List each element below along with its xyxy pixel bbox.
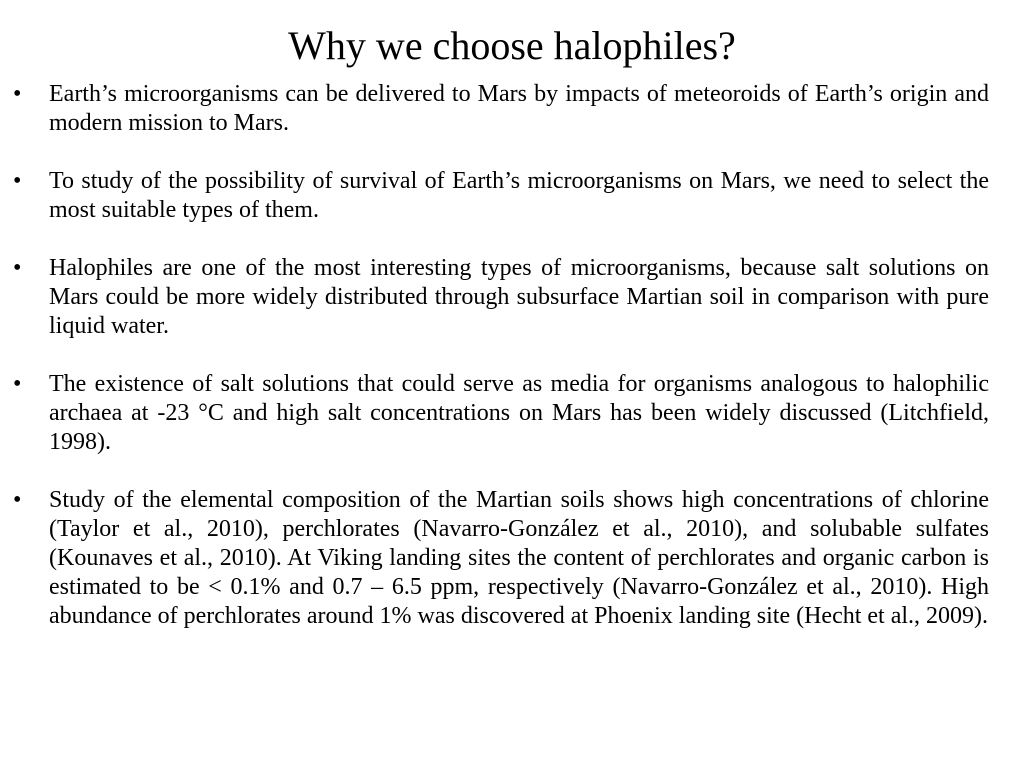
bullet-marker: • xyxy=(13,255,22,281)
bullet-text: Earth’s microorganisms can be delivered to Mars by impacts of meteoroids of Earth’s origin and modern mission to Mars. xyxy=(49,81,989,136)
bullet-marker: • xyxy=(13,81,22,107)
bullet-marker: • xyxy=(13,168,22,194)
bullet-item xyxy=(13,486,989,631)
bullet-text: To study of the possibility of survival of Earth’s microorganisms on Mars, we need to select the most suitable types of them. xyxy=(49,168,989,223)
bullet-text: The existence of salt solutions that could serve as media for organisms analogous to halophilic archaea at -23 °C and high salt concentrations on Mars has been widely discussed (Litchfield, 1998). xyxy=(49,371,989,455)
bullet-item xyxy=(13,370,989,457)
bullet-item xyxy=(13,254,989,341)
bullet-marker: • xyxy=(13,487,22,513)
bullet-text: Halophiles are one of the most interesting types of microorganisms, because salt solutions on Mars could be more widely distributed through subsurface Martian soil in comparison with pure liquid water. xyxy=(49,255,989,339)
bullet-item xyxy=(13,80,989,138)
bullet-text: Study of the elemental composition of the Martian soils shows high concentrations of chlorine (Taylor et al., 2010), perchlorates (Navarro-González et al., 2010), and solubable sulfates (Kounaves et al., 2010). At Viking landing sites the content of perchlorates and organic carbon is estimated to be < 0.1% and 0.7 – 6.5 ppm, respectively (Navarro-González et al., 2010). High abundance of perchlorates around 1% was discovered at Phoenix landing site (Hecht et al., 2009). xyxy=(49,487,989,629)
slide-title: Why we choose halophiles? xyxy=(288,23,736,68)
bullet-marker: • xyxy=(13,371,22,397)
bullet-list xyxy=(0,80,1024,660)
bullet-item xyxy=(13,167,989,225)
